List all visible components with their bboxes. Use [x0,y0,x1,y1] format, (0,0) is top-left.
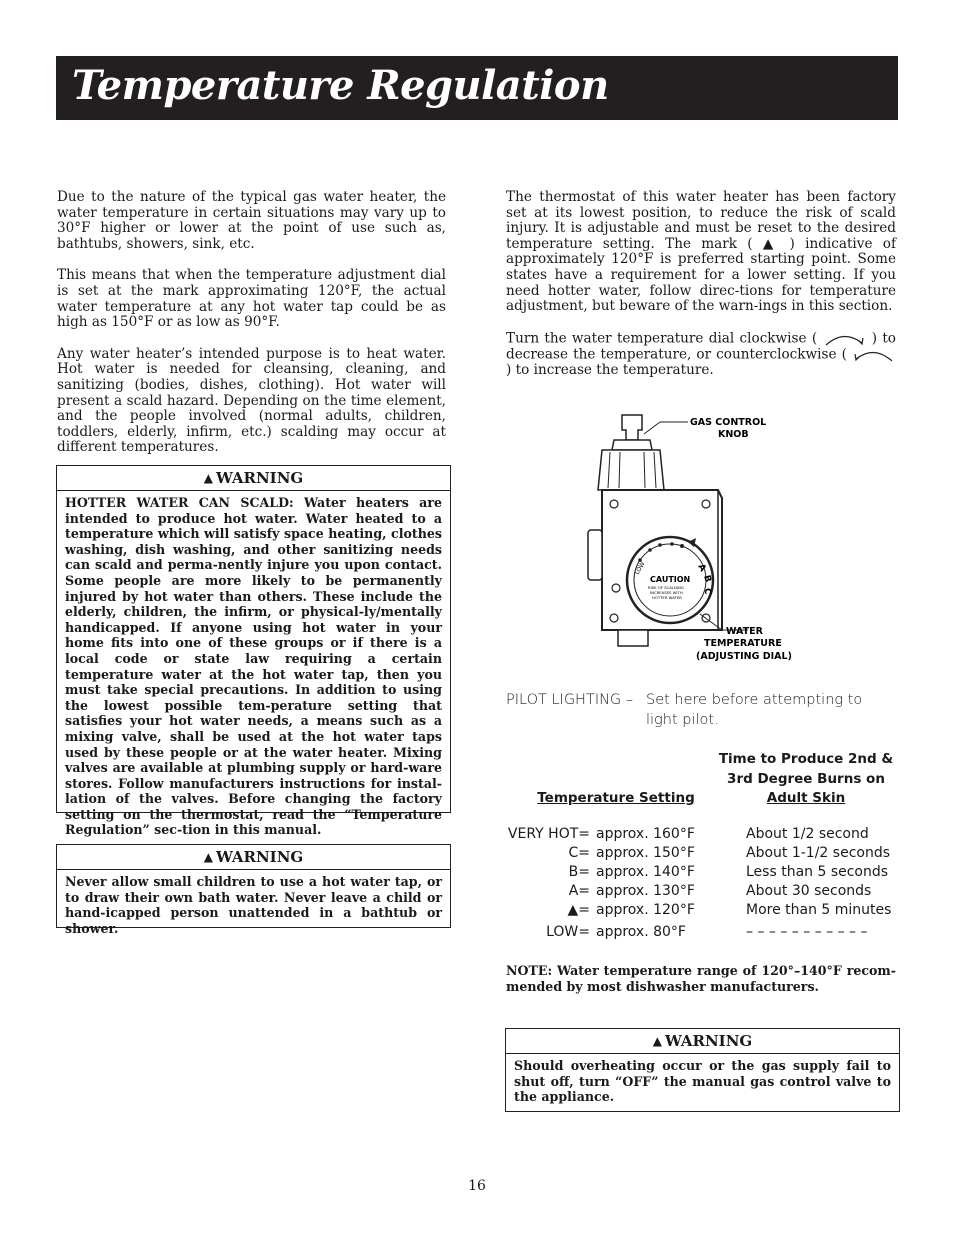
dial-instruction-part3: ) to increase the temperature. [506,361,714,378]
dial-instruction-part2: ) to decrease the temperature, or counterclockwise ( [506,330,896,363]
table-row [506,924,898,943]
header-right-line-3: Adult Skin [766,790,846,806]
pilot-lighting-label: PILOT LIGHTING – [506,692,634,708]
warning-box-scald [56,465,451,838]
warning-text: Should overheating occur or the gas supply fail to shut off, turn “OFF” the manual gas control valve to the appliance. [514,1058,891,1105]
left-column [57,190,446,472]
dial-low-label: LOW [633,560,647,576]
dial-instruction-part1: Turn the water temperature dial clockwise ( [506,330,818,347]
warning-box-children [56,844,451,936]
gas-control-knob-callout: GAS CONTROL [690,417,767,428]
dial-small-text-2: INCREASES WITH [650,590,683,595]
row-temperature: approx. 120°F [596,902,695,918]
table-header-setting: Temperature Setting [537,790,695,806]
left-paragraph-1: Due to the nature of the typical gas water heater, the water temperature in certain situations may vary up to 30°F higher or lower at the point of use such as, bathtubs, showers, sink, etc. [57,189,446,252]
pilot-lighting-note [506,690,896,728]
dial-c-label: C [702,588,712,595]
pilot-lighting-text: Set here before attempting to light pilot. [646,692,863,728]
right-column [506,190,896,395]
warning-text: HOTTER WATER CAN SCALD: Water heaters are intended to produce hot water. Water heated to a temperature which will satisfy space heating, clothes washing, dish washing, and other sanitizing needs can scald and perma-nently injure you upon contact. Some people are more likely to be permanently injured by hot water than others. These include the elderly, children, the infirm, or physical-ly/mentally handicapped. If anyone using hot water in your home fits into one of these groups or if there is a local code or state law requiring a certain temperature water at the hot water tap, then you must take special precautions. In addition to using the lowest possible tem-perature setting that satisfies your hot water needs, a means such as a mixing valve, shall be used at the hot water taps used by these people or at the water heater. Mixing valves are available at plumbing supply or hard-ware stores. Follow manufacturers instructions for instal-lation of the valves. Before changing the factory setting on the thermostat, read the “Temperature Regulation” sec-tion in this manual. [65,495,442,838]
table-row [506,902,898,921]
warning-triangle-icon: ▲ [203,471,213,485]
dial-a-label: A [695,562,708,574]
knob-top-shape [622,415,642,440]
warning-label: WARNING [664,1032,753,1050]
warning-triangle-icon: ▲ [652,1034,662,1048]
gas-control-diagram [580,410,810,670]
left-paragraph-2: This means that when the temperature adjustment dial is set at the mark approximating 120°F, the actual water temperature at any hot water tap could be as high as 150°F or as low as 90°F. [57,267,446,331]
header-right-line-1: Time to Produce 2nd & [718,751,894,767]
row-burn-time: About 1/2 second [746,826,869,842]
right-paragraph-1: The thermostat of this water heater has been factory set at its lowest position, to reduce the risk of scald injury. It is adjustable and must be reset to the desired temperature setting. The mark ( ▲ ) indicative of approximately 120°F is preferred starting point. Some states have a requirement for a lower setting. If you need hotter water, follow direc-tions for temperature adjustment, but beware of the warn-ings in this section. [506,189,896,315]
page-number: 16 [468,1178,486,1194]
page-title: Temperature Regulation [72,62,609,109]
table-row [506,845,898,864]
warning-header [506,1029,899,1054]
row-setting: VERY HOT= [507,826,590,842]
water-temp-callout-3: (ADJUSTING DIAL) [696,651,792,662]
water-temp-callout-2: TEMPERATURE [704,638,782,649]
dishwasher-note: NOTE: Water temperature range of 120°–140°F recom-mended by most dishwasher manufacturers. [506,963,896,994]
table-row [506,883,898,902]
warning-header [57,845,450,870]
bottom-port-shape [618,630,648,646]
knob-collar-shape [612,440,652,450]
row-burn-time: About 30 seconds [746,883,872,899]
side-port-shape [588,530,602,580]
warning-triangle-icon: ▲ [203,850,213,864]
dial-b-label: B [701,574,713,584]
row-temperature: approx. 140°F [596,864,695,880]
table-row [506,864,898,883]
clockwise-arrow-icon [822,331,866,347]
warning-label: WARNING [215,469,304,487]
row-temperature: approx. 150°F [596,845,695,861]
gas-control-knob-callout-2: KNOB [718,429,749,440]
header-right-line-2: 3rd Degree Burns on [727,770,885,787]
dial-small-text-3: HOTTER WATER [652,595,682,600]
row-setting: LOW= [546,924,590,940]
row-setting: ▲= [567,902,590,918]
warning-header [57,466,450,491]
table-header-burn-time [716,750,896,809]
water-temp-callout-1: WATER [726,626,763,637]
row-burn-time: About 1-1/2 seconds [746,845,891,861]
dial-caution-label: CAUTION [650,575,691,584]
warning-box-overheating [505,1028,900,1112]
row-setting: A= [568,883,590,899]
row-burn-time: Less than 5 seconds [746,864,889,880]
row-burn-time: – – – – – – – – – – – [746,924,868,940]
warning-text: Never allow small children to use a hot water tap, or to draw their own bath water. Never leave a child or hand-icapped person unattended in a bathtub or shower. [65,874,442,936]
warning-label: WARNING [215,848,304,866]
row-temperature: approx. 130°F [596,883,695,899]
row-setting: B= [568,864,590,880]
left-paragraph-3: Any water heater’s intended purpose is to heat water. Hot water is needed for cleansing, cleaning, and sanitizing (bodies, dishes, clothing). Hot water will present a scald hazard. Depending on the time element, and the people involved (normal adults, children, toddlers, elderly, infirm, etc.) scalding may occur at different temperatures. [57,345,446,456]
row-setting: C= [568,845,590,861]
title-bar [56,56,898,120]
row-temperature: approx. 80°F [596,924,686,940]
table-row [506,826,898,845]
right-paragraph-2 [506,331,896,379]
row-temperature: approx. 160°F [596,826,695,842]
counterclockwise-arrow-icon [852,347,896,363]
row-burn-time: More than 5 minutes [746,902,892,918]
dial-small-text-1: RISK OF SCALDING [648,585,684,590]
